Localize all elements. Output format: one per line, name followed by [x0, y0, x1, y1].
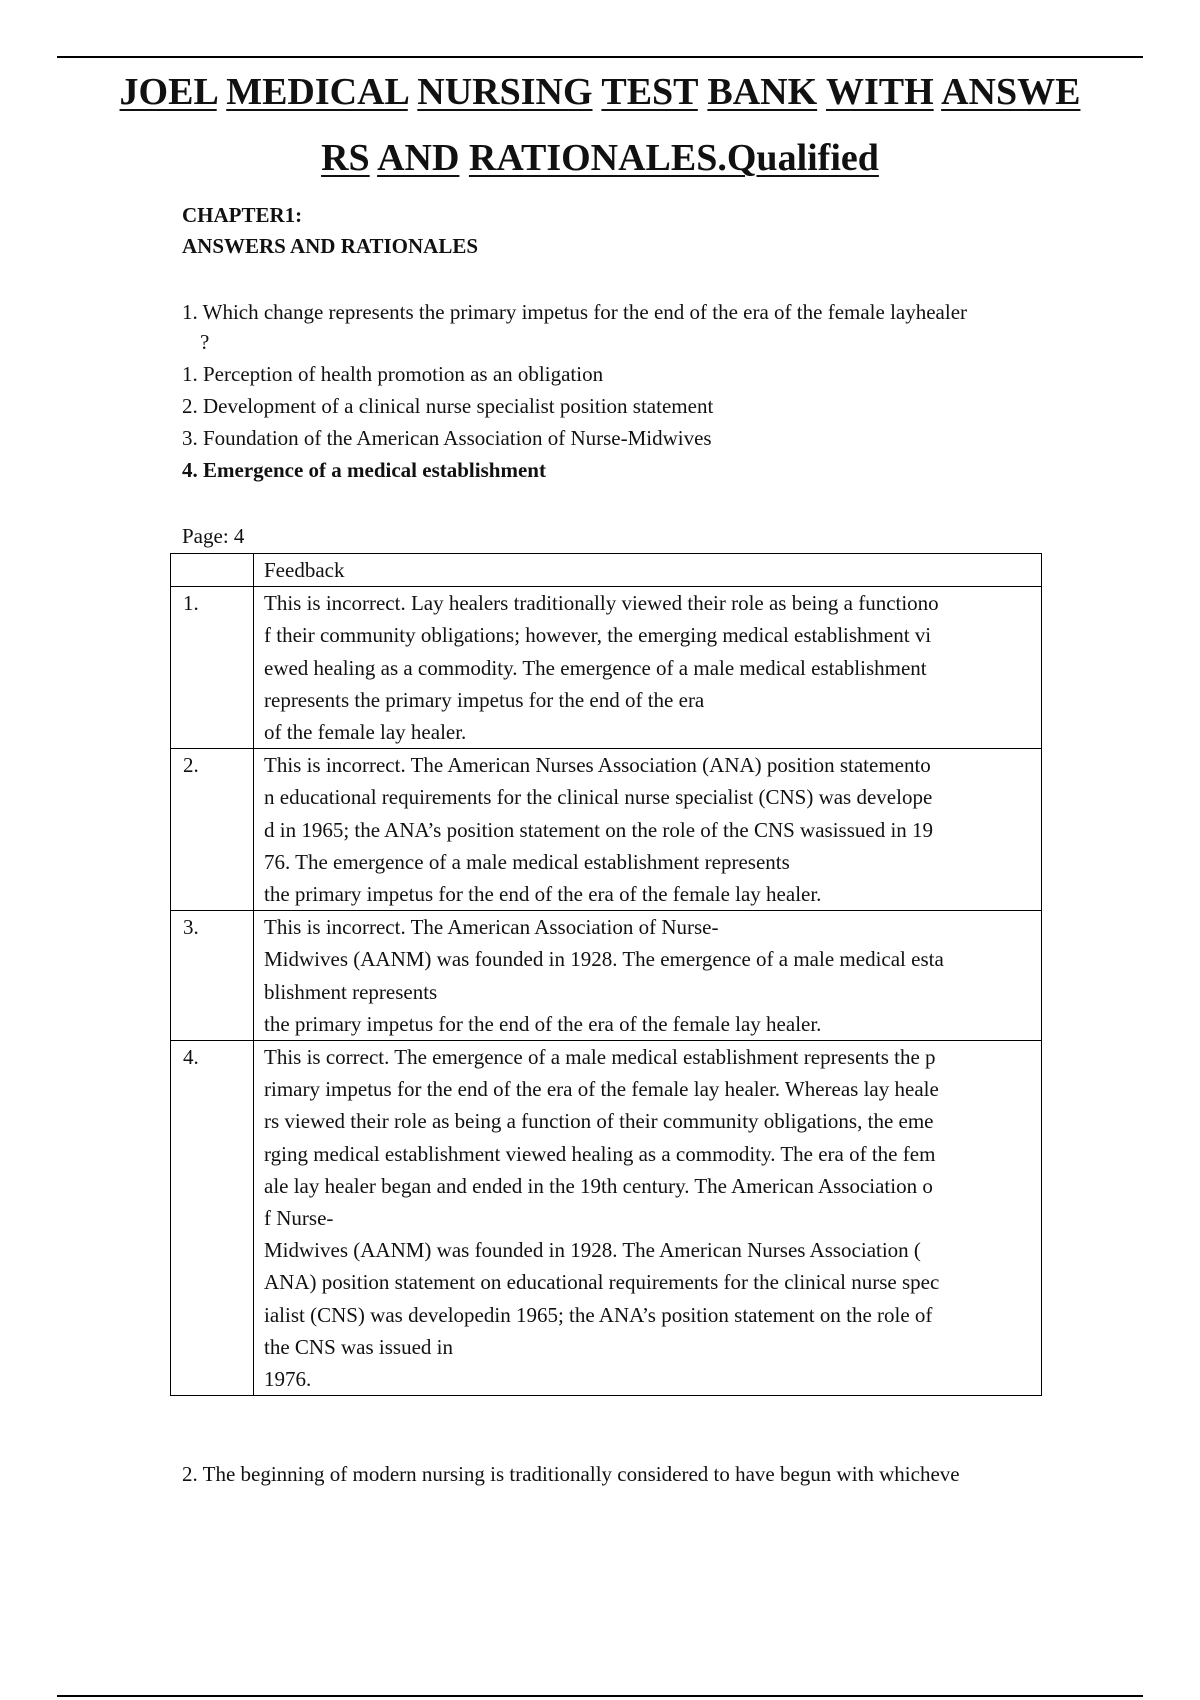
feedback-line: represents the primary impetus for the end of the era — [264, 687, 705, 712]
feedback-line: This is correct. The emergence of a male medical establishment represents the p — [264, 1045, 936, 1070]
feedback-row — [171, 587, 1042, 749]
feedback-row-number: 4. — [171, 1041, 254, 1396]
document-title-line-2 — [0, 136, 1200, 180]
feedback-line: This is incorrect. Lay healers traditionally viewed their role as being a functiono — [264, 591, 939, 616]
title-word: JOEL — [119, 71, 217, 113]
feedback-row-number: 2. — [171, 749, 254, 911]
document-title-line-1 — [0, 70, 1200, 114]
feedback-row-text — [254, 587, 1042, 749]
page-label: Page: 4 — [182, 524, 245, 548]
feedback-line: This is incorrect. The American Nurses Association (ANA) position statemento — [264, 753, 931, 778]
feedback-line: f Nurse- — [264, 1206, 334, 1231]
question-2-stem: 2. The beginning of modern nursing is traditionally considered to have begun with whicheve — [182, 1462, 960, 1486]
title-word: BANK — [707, 71, 818, 113]
option-4-correct-answer: 4. Emergence of a medical establishment — [182, 458, 546, 482]
title-word: NURSING — [417, 71, 593, 113]
feedback-line: rs viewed their role as being a function of their community obligations, the eme — [264, 1109, 934, 1134]
bottom-rule — [57, 1695, 1143, 1697]
feedback-line: This is incorrect. The American Association of Nurse- — [264, 915, 719, 940]
question-1-options — [182, 358, 713, 486]
feedback-line: Midwives (AANM) was founded in 1928. The emergence of a male medical esta — [264, 947, 944, 972]
feedback-row — [171, 1041, 1042, 1396]
chapter-heading: CHAPTER1: — [182, 203, 303, 227]
question-1-stem — [182, 297, 1087, 357]
title-word: RATIONALES.Qualified — [468, 137, 879, 179]
question-1-text-end: ? — [200, 330, 210, 354]
top-rule — [57, 56, 1143, 58]
feedback-line: ale lay healer began and ended in the 19th century. The American Association o — [264, 1173, 933, 1198]
feedback-row-text — [254, 911, 1042, 1041]
feedback-line: 1976. — [264, 1367, 312, 1392]
feedback-header-num — [171, 554, 254, 587]
feedback-line: ANA) position statement on educational requirements for the clinical nurse spec — [264, 1270, 940, 1295]
option-1: 1. Perception of health promotion as an obligation — [182, 362, 604, 386]
title-word: RS — [321, 137, 370, 179]
section-heading: ANSWERS AND RATIONALES — [182, 234, 479, 258]
feedback-row — [171, 749, 1042, 911]
feedback-line: f their community obligations; however, the emerging medical establishment vi — [264, 623, 932, 648]
option-3: 3. Foundation of the American Association of Nurse-Midwives — [182, 426, 712, 450]
feedback-line: rging medical establishment viewed healing as a commodity. The era of the fem — [264, 1141, 936, 1166]
feedback-line: the CNS was issued in — [264, 1334, 453, 1359]
feedback-header-row — [171, 554, 1042, 587]
feedback-table — [170, 553, 1042, 1396]
feedback-row-text — [254, 1041, 1042, 1396]
feedback-row-number: 3. — [171, 911, 254, 1041]
feedback-line: d in 1965; the ANA’s position statement on the role of the CNS wasissued in 19 — [264, 817, 934, 842]
title-word: WITH — [825, 71, 934, 113]
feedback-line: 76. The emergence of a male medical establishment represents — [264, 849, 790, 874]
feedback-header-label: Feedback — [254, 554, 1042, 587]
feedback-line: the primary impetus for the end of the era of the female lay healer. — [264, 882, 822, 907]
feedback-row-text — [254, 749, 1042, 911]
feedback-line: ewed healing as a commodity. The emergence of a male medical establishment — [264, 655, 927, 680]
feedback-line: the primary impetus for the end of the era of the female lay healer. — [264, 1011, 822, 1036]
question-1-text: 1. Which change represents the primary impetus for the end of the era of the female layhealer — [182, 300, 968, 324]
feedback-row — [171, 911, 1042, 1041]
title-word: TEST — [601, 71, 698, 113]
feedback-line: rimary impetus for the end of the era of the female lay healer. Whereas lay heale — [264, 1077, 939, 1102]
feedback-line: blishment represents — [264, 979, 438, 1004]
feedback-line: ialist (CNS) was developedin 1965; the ANA’s position statement on the role of — [264, 1302, 933, 1327]
feedback-line: of the female lay healer. — [264, 720, 467, 745]
option-2: 2. Development of a clinical nurse specialist position statement — [182, 394, 714, 418]
title-word: ANSWE — [941, 71, 1081, 113]
title-word: MEDICAL — [226, 71, 408, 113]
feedback-line: Midwives (AANM) was founded in 1928. The American Nurses Association ( — [264, 1238, 921, 1263]
feedback-line: n educational requirements for the clinical nurse specialist (CNS) was develope — [264, 785, 933, 810]
title-word: AND — [377, 137, 460, 179]
feedback-row-number: 1. — [171, 587, 254, 749]
